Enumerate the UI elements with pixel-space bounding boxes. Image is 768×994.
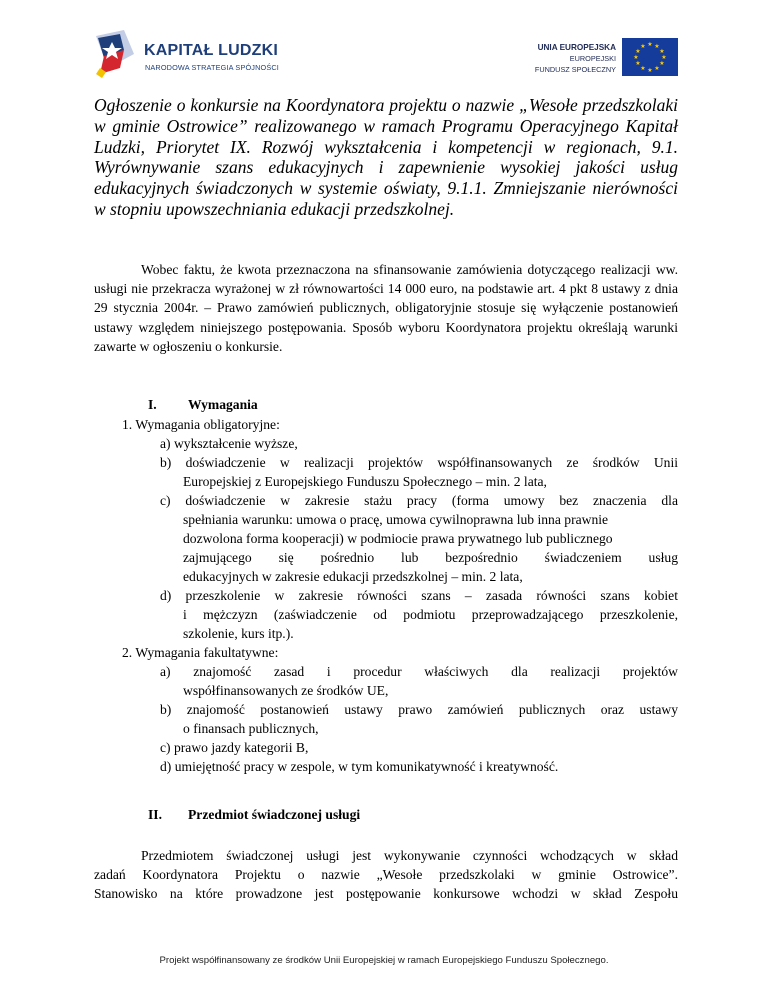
- opt-a-line1: a) znajomość zasad i procedur właściwych dla realizacji projektów: [160, 664, 678, 679]
- section-2-line2: zadań Koordynatora Projektu o nazwie „Wesołe przedszkolaki w gminie Ostrowice”.: [94, 867, 678, 882]
- req-b-line2: Europejskiej z Europejskiego Funduszu Społecznego – min. 2 lata,: [183, 474, 547, 489]
- req-d-line2: i mężczyzn (zaświadczenie od podmiotu przeprowadzającego przeszkolenie,: [183, 607, 678, 622]
- eu-line-2: EUROPEJSKI: [569, 54, 616, 63]
- svg-text:★: ★: [640, 65, 646, 72]
- svg-text:★: ★: [659, 48, 665, 55]
- kl-subtitle: NARODOWA STRATEGIA SPÓJNOŚCI: [145, 63, 279, 72]
- req-c-line2: spełniania warunku: umowa o pracę, umowa cywilnoprawna lub inna prawnie: [183, 512, 609, 527]
- opt-b-line2: o finansach publicznych,: [183, 721, 319, 736]
- svg-text:★: ★: [654, 43, 660, 50]
- req-c-line3: dozwolona forma kooperacji) w podmiocie prawa prywatnego lub publicznego: [183, 531, 613, 546]
- eu-line-1: UNIA EUROPEJSKA: [537, 43, 616, 52]
- eu-line-3: FUNDUSZ SPOŁECZNY: [534, 65, 616, 74]
- section-2-number: II.: [148, 807, 162, 822]
- section-2-line1: Przedmiotem świadczonej usługi jest wykonywanie czynności wchodzących w skład: [141, 848, 678, 863]
- svg-text:★: ★: [635, 60, 641, 67]
- svg-text:★: ★: [635, 48, 641, 55]
- svg-text:★: ★: [659, 60, 665, 67]
- requirements-optional-heading: 2. Wymagania fakultatywne:: [122, 645, 279, 660]
- section-1-heading: Wymagania: [188, 397, 258, 412]
- section-2-line3: Stanowisko na które prowadzone jest postępowanie konkursowe wchodzi w skład Zespołu: [94, 886, 678, 901]
- req-d-line3: szkolenie, kurs itp.).: [183, 626, 294, 641]
- page-header: [94, 28, 678, 88]
- req-c-line4: zajmującego się pośrednio lub bezpośrednio świadczeniem usług: [183, 550, 678, 565]
- requirements-mandatory-heading: 1. Wymagania obligatoryjne:: [122, 417, 280, 432]
- kl-title: KAPITAŁ LUDZKI: [144, 42, 279, 59]
- req-c-line5: edukacyjnych w zakresie edukacji przedszkolnej – min. 2 lata,: [183, 569, 523, 584]
- req-c-line1: c) doświadczenie w zakresie stażu pracy (forma umowy bez znaczenia dla: [160, 493, 678, 508]
- eu-logo: [498, 38, 678, 82]
- eu-flag-icon: [622, 38, 678, 76]
- svg-text:★: ★: [633, 54, 639, 61]
- req-a: a) wykształcenie wyższe,: [160, 436, 298, 451]
- announcement-title: Ogłoszenie o konkursie na Koordynatora projektu o nazwie „Wesołe przedszkolaki w gminie Ostrowice” realizowanego w ramach Programu Operacyjnego Kapitał Ludzki, Priorytet IX. Rozwój wykształcenia i kompetencji w regionach, 9.1. Wyrównywanie szans edukacyjnych i zapewnienie wysokiej jakości usług edukacyjnych świadczonych w systemie oświaty, 9.1.1. Zmniejszanie nierówności w stopniu upowszechniania edukacji przedszkolnej.: [94, 95, 678, 219]
- req-d-line1: d) przeszkolenie w zakresie równości szans – zasada równości szans kobiet: [160, 588, 678, 603]
- svg-text:★: ★: [661, 54, 667, 61]
- kapital-ludzki-logo: [94, 28, 314, 84]
- opt-b-line1: b) znajomość postanowień ustawy prawo zamówień publicznych oraz ustawy: [160, 702, 678, 717]
- svg-text:★: ★: [640, 43, 646, 50]
- section-1-number: I.: [148, 397, 157, 412]
- opt-d: d) umiejętność pracy w zespole, w tym komunikatywność i kreatywność.: [160, 759, 559, 774]
- page-footer: Projekt współfinansowany ze środków Unii Europejskiej w ramach Europejskiego Funduszu Społecznego.: [159, 955, 609, 966]
- svg-text:★: ★: [654, 65, 660, 72]
- opt-a-line2: współfinansowanych ze środków UE,: [183, 683, 389, 698]
- intro-paragraph: Wobec faktu, że kwota przeznaczona na sfinansowanie zamówienia dotyczącego realizacji ww. usługi nie przekracza wyrażonej w zł równowartości 14 000 euro, na podstawie art. 4 pkt 8 ustawy z dnia 29 stycznia 2004r. – Prawo zamówień publicznych, obligatoryjnie stosuje się wyłączenie postanowień ustawy względem niniejszego postępowania. Sposób wyboru Koordynatora projektu określają warunki zawarte w ogłoszeniu o konkursie.: [94, 262, 678, 354]
- svg-text:★: ★: [647, 67, 653, 74]
- kapital-ludzki-emblem-icon: [94, 28, 140, 80]
- opt-c: c) prawo jazdy kategorii B,: [160, 740, 309, 755]
- section-2-heading: Przedmiot świadczonej usługi: [188, 807, 361, 822]
- eu-text: [535, 42, 616, 75]
- svg-text:★: ★: [647, 41, 653, 48]
- req-b-line1: b) doświadczenie w realizacji projektów współfinansowanych ze środków Unii: [160, 455, 678, 470]
